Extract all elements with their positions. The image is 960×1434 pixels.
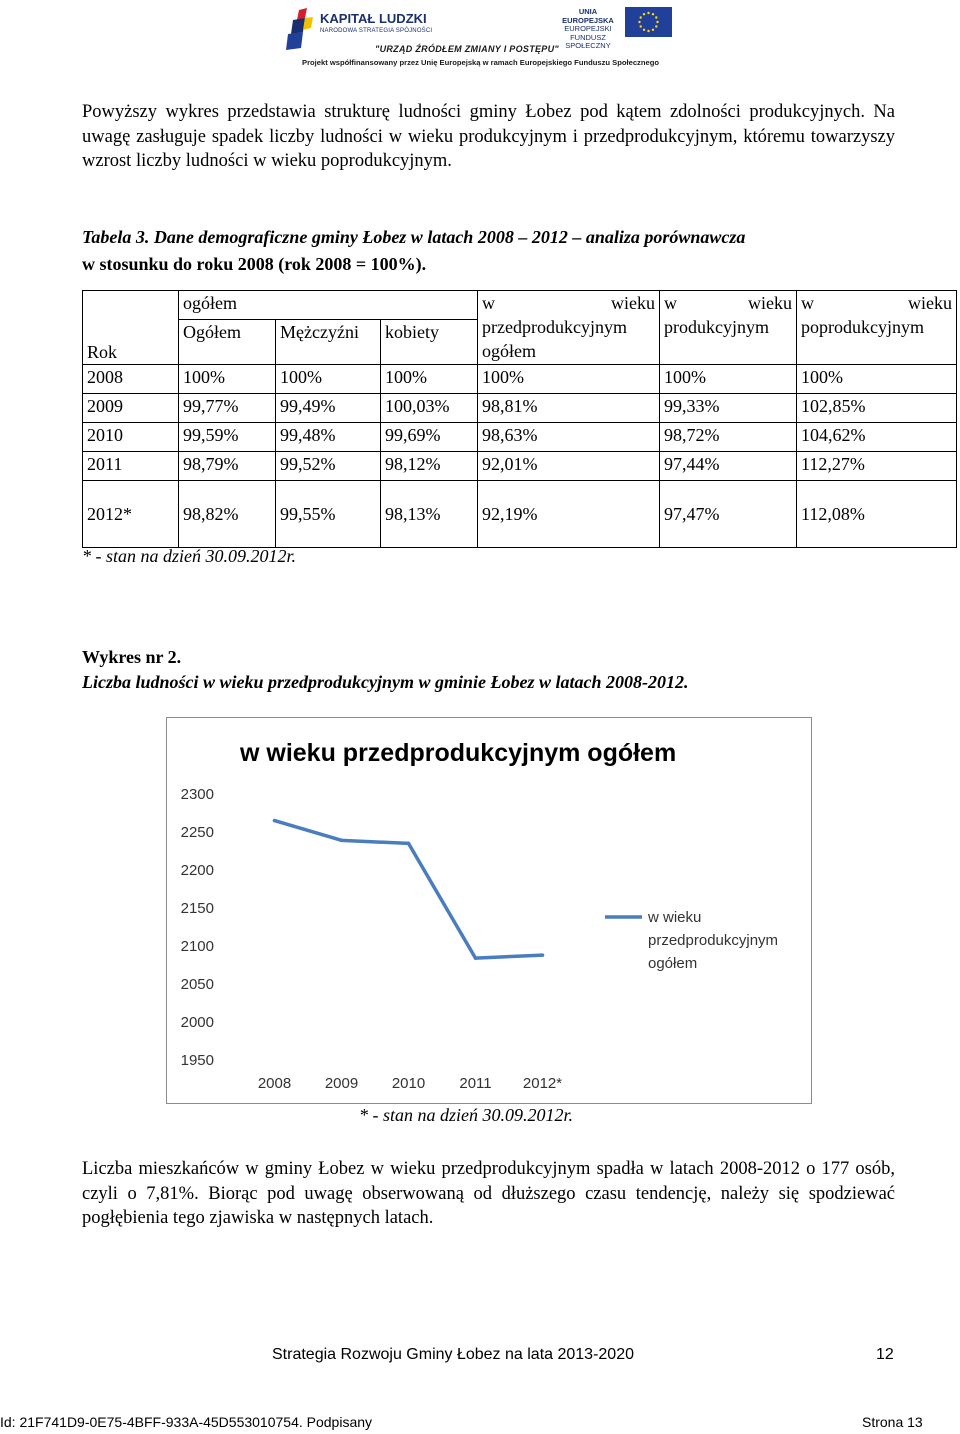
eu-star-icon bbox=[638, 21, 640, 23]
table-cell-ogolem: 99,77% bbox=[179, 394, 276, 423]
table-cell-year: 2011 bbox=[83, 452, 179, 481]
table-row bbox=[83, 423, 957, 452]
table-cell-ogolem: 98,82% bbox=[179, 481, 276, 548]
header-poprodukcyjny bbox=[797, 291, 957, 365]
population-line-chart bbox=[166, 717, 812, 1104]
table-cell-post: 112,27% bbox=[797, 452, 957, 481]
table-cell-men: 99,49% bbox=[276, 394, 381, 423]
x-tick-label: 2012* bbox=[522, 1075, 563, 1092]
kapital-ludzki-subtitle: NARODOWA STRATEGIA SPÓJNOŚCI bbox=[320, 28, 433, 34]
table-caption bbox=[82, 224, 912, 278]
table-cell-year: 2012* bbox=[83, 481, 179, 548]
table-header-row-1 bbox=[83, 291, 957, 320]
eu-text-block bbox=[553, 8, 623, 51]
table-cell-year: 2010 bbox=[83, 423, 179, 452]
eu-star-icon bbox=[640, 25, 642, 27]
series-point bbox=[407, 842, 411, 846]
header-ogolem-group: ogółem bbox=[179, 291, 478, 320]
table-row bbox=[83, 365, 957, 394]
table-cell-ogolem: 99,59% bbox=[179, 423, 276, 452]
eu-star-icon bbox=[640, 16, 642, 18]
table-body bbox=[83, 365, 957, 548]
table-cell-women: 100% bbox=[381, 365, 478, 394]
eu-line-3: FUNDUSZ SPOŁECZNY bbox=[565, 32, 611, 50]
prod-label: produkcyjnym bbox=[664, 317, 769, 337]
table-caption-line-1: Tabela 3. Dane demograficzne gminy Łobez w latach 2008 – 2012 – analiza porównawcza bbox=[82, 227, 746, 247]
y-tick-label: 2150 bbox=[180, 900, 214, 917]
eu-star-icon bbox=[647, 30, 649, 32]
chart-number-label: Wykres nr 2. bbox=[82, 647, 182, 667]
header-rok-label: Rok bbox=[87, 342, 118, 362]
przed-w: w bbox=[482, 293, 495, 313]
series-point bbox=[541, 953, 545, 957]
project-cofinancing-line: Projekt współfinansowany przez Unię Europejską w ramach Europejskiego Funduszu Społecznego bbox=[302, 58, 659, 67]
y-tick-label: 2000 bbox=[180, 1014, 214, 1031]
kapital-ludzki-title: KAPITAŁ LUDZKI bbox=[320, 11, 427, 26]
eu-star-icon bbox=[652, 29, 654, 31]
table-cell-year: 2008 bbox=[83, 365, 179, 394]
table-cell-pre: 92,01% bbox=[478, 452, 660, 481]
table-cell-pre: 92,19% bbox=[478, 481, 660, 548]
eu-star-icon bbox=[652, 13, 654, 15]
header-ogolem: Ogółem bbox=[179, 320, 276, 365]
eu-star-icon bbox=[655, 25, 657, 27]
header-rok bbox=[83, 291, 179, 365]
table-caption-line-2: w stosunku do roku 2008 (rok 2008 = 100%). bbox=[82, 254, 427, 274]
legend-label: w wieku bbox=[648, 909, 702, 926]
table-cell-prod: 97,44% bbox=[660, 452, 797, 481]
przed-label: przedprodukcyjnym bbox=[482, 317, 627, 337]
table-cell-women: 98,12% bbox=[381, 452, 478, 481]
table-cell-prod: 100% bbox=[660, 365, 797, 394]
signature-page: Strona 13 bbox=[862, 1414, 923, 1430]
kapital-ludzki-logo-icon bbox=[285, 8, 315, 50]
table-cell-women: 99,69% bbox=[381, 423, 478, 452]
y-tick-label: 2200 bbox=[180, 862, 214, 879]
table-cell-men: 99,48% bbox=[276, 423, 381, 452]
legend-label: ogółem bbox=[648, 955, 698, 972]
table-cell-ogolem: 98,79% bbox=[179, 452, 276, 481]
header-produkcyjny bbox=[660, 291, 797, 365]
legend-label: przedprodukcyjnym bbox=[648, 932, 779, 949]
table-cell-pre: 98,63% bbox=[478, 423, 660, 452]
series-point bbox=[474, 956, 478, 960]
table-cell-post: 112,08% bbox=[797, 481, 957, 548]
eu-line-2: EUROPEJSKI bbox=[564, 24, 612, 33]
table-footnote: * - stan na dzień 30.09.2012r. bbox=[82, 546, 297, 566]
demographics-table bbox=[82, 290, 957, 548]
x-tick-label: 2009 bbox=[324, 1075, 359, 1092]
series-point bbox=[340, 839, 344, 843]
table-cell-pre: 98,81% bbox=[478, 394, 660, 423]
signature-id: Id: 21F741D9-0E75-4BFF-933A-45D553010754. Podpisany bbox=[0, 1414, 373, 1430]
przed-wieku: wieku bbox=[611, 293, 655, 313]
series-point bbox=[273, 819, 277, 823]
prod-w: w bbox=[664, 293, 677, 313]
x-tick-label: 2008 bbox=[257, 1075, 292, 1092]
eu-flag-icon bbox=[625, 7, 672, 37]
table-cell-post: 104,62% bbox=[797, 423, 957, 452]
y-tick-label: 2250 bbox=[180, 824, 214, 841]
table-cell-pre: 100% bbox=[478, 365, 660, 394]
przed-label-2: ogółem bbox=[482, 341, 536, 361]
conclusion-paragraph: Liczba mieszkańców w gminy Łobez w wieku przedprodukcyjnym spadła w latach 2008-2012 o 177 osób, czyli o 7,81%. Biorąc pod uwagę obserwowaną od dłuższego czasu tendencję, należy się spodziewać pogłębienia tego zjawiska w następnych latach. bbox=[82, 1159, 895, 1228]
x-tick-label: 2011 bbox=[459, 1075, 492, 1092]
table-cell-prod: 98,72% bbox=[660, 423, 797, 452]
table-cell-women: 100,03% bbox=[381, 394, 478, 423]
eu-star-icon bbox=[643, 13, 645, 15]
popro-label: poprodukcyjnym bbox=[801, 317, 924, 337]
header-mezczyzni: Mężczyźni bbox=[276, 320, 381, 365]
chart-document-title: Liczba ludności w wieku przedprodukcyjnym w gminie Łobez w latach 2008-2012. bbox=[82, 672, 689, 692]
intro-paragraph: Powyższy wykres przedstawia strukturę ludności gminy Łobez pod kątem zdolności produkcyjnych. Na uwagę zasługuje spadek liczby ludności w wieku produkcyjnym i przedprodukcyjnym, któremu towarzyszy wzrost liczby ludności w wieku poprodukcyjnym. bbox=[82, 102, 895, 171]
eu-line-1: UNIA EUROPEJSKA bbox=[562, 7, 614, 25]
table-cell-men: 99,52% bbox=[276, 452, 381, 481]
table-cell-men: 100% bbox=[276, 365, 381, 394]
project-motto: "URZĄD ŹRÓDŁEM ZMIANY I POSTĘPU" bbox=[375, 44, 559, 54]
chart-footnote: * - stan na dzień 30.09.2012r. bbox=[359, 1105, 574, 1125]
footer-document-title: Strategia Rozwoju Gminy Łobez na lata 2013-2020 bbox=[272, 1346, 634, 1363]
table-row bbox=[83, 481, 957, 548]
table-cell-post: 100% bbox=[797, 365, 957, 394]
table-row bbox=[83, 394, 957, 423]
table-cell-men: 99,55% bbox=[276, 481, 381, 548]
table-cell-ogolem: 100% bbox=[179, 365, 276, 394]
table-cell-post: 102,85% bbox=[797, 394, 957, 423]
eu-star-icon bbox=[643, 29, 645, 31]
eu-star-icon bbox=[655, 16, 657, 18]
popro-wieku: wieku bbox=[908, 293, 952, 313]
footer-page-number: 12 bbox=[876, 1346, 894, 1363]
y-tick-label: 2300 bbox=[180, 786, 214, 803]
table-row bbox=[83, 452, 957, 481]
prod-wieku: wieku bbox=[748, 293, 792, 313]
header-przedprodukcyjny bbox=[478, 291, 660, 365]
y-tick-label: 2100 bbox=[180, 938, 214, 955]
popro-w: w bbox=[801, 293, 814, 313]
y-tick-label: 1950 bbox=[180, 1052, 214, 1069]
chart-title: w wieku przedprodukcyjnym ogółem bbox=[240, 739, 677, 767]
table-cell-prod: 97,47% bbox=[660, 481, 797, 548]
table-cell-women: 98,13% bbox=[381, 481, 478, 548]
table-cell-year: 2009 bbox=[83, 394, 179, 423]
x-tick-label: 2010 bbox=[391, 1075, 426, 1092]
header-kobiety: kobiety bbox=[381, 320, 478, 365]
eu-star-icon bbox=[656, 21, 658, 23]
y-tick-label: 2050 bbox=[180, 976, 214, 993]
eu-star-icon bbox=[647, 12, 649, 14]
table-cell-prod: 99,33% bbox=[660, 394, 797, 423]
